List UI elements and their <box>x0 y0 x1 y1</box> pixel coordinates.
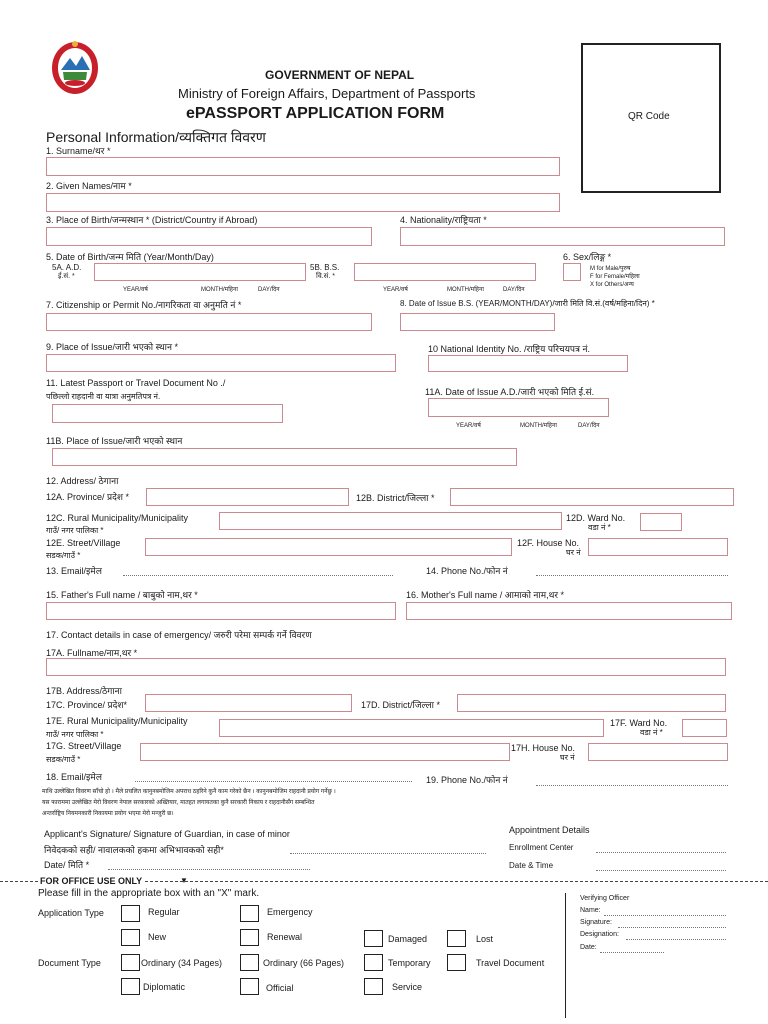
email-line[interactable] <box>123 575 393 576</box>
emergency-ward-field[interactable] <box>682 719 727 737</box>
mother-name-field[interactable] <box>406 602 732 620</box>
verifying-officer-label: Verifying Officer <box>580 895 630 902</box>
phone-label: 14. Phone No./फोन नं <box>426 566 508 576</box>
regular-label: Regular <box>148 907 180 917</box>
lost-checkbox[interactable] <box>447 930 466 947</box>
enrollment-center-line[interactable] <box>596 852 726 853</box>
signature-line[interactable] <box>290 853 486 854</box>
travel-document-label: Travel Document <box>476 958 545 968</box>
declaration-line-2: यस फाराममा उल्लेखित मेरो विवरण नेपाल सरकारको अख्तियार, मातहत लगायतका कुनै सरकारी निकाय र राहदानीसँग सम्बन्धित <box>42 800 315 806</box>
emergency-email-label: 18. Email/इमेल <box>46 772 102 782</box>
emergency-district-field[interactable] <box>457 694 726 712</box>
ward-np-label: वडा नं * <box>588 523 611 532</box>
travel-document-checkbox[interactable] <box>447 954 466 971</box>
emergency-fullname-label: 17A. Fullname/नाम,थर * <box>46 648 138 658</box>
latest-passport-field[interactable] <box>52 404 283 423</box>
dob-bs-np-label: वि.सं. * <box>316 273 335 280</box>
place-of-issue-field[interactable] <box>46 354 396 372</box>
dob-ad-year-hint: YEAR/वर्ष <box>123 287 148 293</box>
emergency-contact-label: 17. Contact details in case of emergency/ जरुरी परेमा सम्पर्क गर्ने विवरण <box>46 630 312 640</box>
street-field[interactable] <box>145 538 512 556</box>
officer-signature-label: Signature: <box>580 919 612 926</box>
emergency-municipality-field[interactable] <box>219 719 604 737</box>
emergency-street-np-label: सडक/गाउँ * <box>46 755 81 764</box>
officer-signature-line[interactable] <box>618 927 726 928</box>
emergency-province-field[interactable] <box>145 694 352 712</box>
ward-field[interactable] <box>640 513 682 531</box>
dob-bs-month-hint: MONTH/महिना <box>447 287 484 293</box>
emergency-municipality-np-label: गाउँ/ नगर पालिका * <box>46 730 104 739</box>
diplomatic-label: Diplomatic <box>143 982 186 992</box>
emergency-label: Emergency <box>267 907 313 917</box>
service-label: Service <box>392 982 423 992</box>
dob-bs-label: 5B. B.S. <box>310 263 340 272</box>
passport-place-label: 11B. Place of Issue/जारी भएको स्थान <box>46 436 183 446</box>
sex-female-hint: F for Female/महिला <box>590 274 640 280</box>
citizenship-field[interactable] <box>46 313 372 331</box>
emergency-fullname-field[interactable] <box>46 658 726 676</box>
official-checkbox[interactable] <box>240 978 259 995</box>
place-of-birth-field[interactable] <box>46 227 372 246</box>
nepal-emblem-logo <box>48 38 102 98</box>
officer-name-label: Name: <box>580 907 601 914</box>
emergency-province-label: 17C. Province/ प्रदेश* <box>46 700 128 710</box>
signature-np-label: निवेदकको सही/ नावालकको हकमा अभिभावकको सही* <box>44 845 224 855</box>
application-type-label: Application Type <box>38 908 104 918</box>
father-name-label: 15. Father's Full name / बाबुको नाम,थर * <box>46 590 198 600</box>
national-id-field[interactable] <box>428 355 628 372</box>
surname-field[interactable] <box>46 157 560 176</box>
dob-ad-month-hint: MONTH/महिना <box>201 287 238 293</box>
national-id-label: 10 National Identity No. /राष्ट्रिय परिचयपत्र नं. <box>428 344 591 354</box>
appointment-details-label: Appointment Details <box>509 825 590 835</box>
house-label: 12F. House No. <box>517 538 580 548</box>
date-time-label: Date & Time <box>509 861 554 870</box>
emergency-house-np-label: घर नं <box>560 753 575 762</box>
date-line[interactable] <box>108 869 310 870</box>
issue-day-hint: DAY/दिन <box>578 423 600 429</box>
ordinary-66-label: Ordinary (66 Pages) <box>263 958 345 968</box>
new-checkbox[interactable] <box>121 929 140 946</box>
ordinary-34-label: Ordinary (34 Pages) <box>141 958 223 968</box>
emergency-email-line[interactable] <box>135 781 412 782</box>
enrollment-center-label: Enrollment Center <box>509 843 574 852</box>
province-label: 12A. Province/ प्रदेश * <box>46 492 130 502</box>
province-field[interactable] <box>146 488 349 506</box>
sex-male-hint: M for Male/पुरुष <box>590 266 631 272</box>
municipality-label: 12C. Rural Municipality/Municipality <box>46 513 189 523</box>
passport-issue-date-label: 11A. Date of Issue A.D./जारी भएको मिति ई.सं. <box>425 387 595 397</box>
officer-name-line[interactable] <box>604 915 726 916</box>
qr-code-label: QR Code <box>628 111 670 122</box>
street-label: 12E. Street/Village <box>46 538 121 548</box>
nationality-label: 4. Nationality/राष्ट्रियता * <box>400 215 487 225</box>
house-field[interactable] <box>588 538 728 556</box>
emergency-municipality-label: 17E. Rural Municipality/Municipality <box>46 716 188 726</box>
renewal-label: Renewal <box>267 932 303 942</box>
dob-ad-np-label: ई.सं. * <box>58 273 75 280</box>
emergency-checkbox[interactable] <box>240 905 259 922</box>
officer-designation-label: Designation: <box>580 931 619 938</box>
emergency-ward-np-label: वडा नं * <box>640 728 663 737</box>
date-label: Date/ मिति * <box>44 860 90 870</box>
ward-label: 12D. Ward No. <box>566 513 626 523</box>
father-name-field[interactable] <box>46 602 396 620</box>
sex-label: 6. Sex/लिङ्ग * <box>563 252 612 262</box>
phone-line[interactable] <box>536 575 728 576</box>
dob-ad-field[interactable] <box>94 263 306 281</box>
emergency-phone-label: 19. Phone No./फोन नं <box>426 775 508 785</box>
new-label: New <box>148 932 167 942</box>
citizenship-label: 7. Citizenship or Permit No./नागरिकता वा अनुमति नं * <box>46 300 242 310</box>
municipality-field[interactable] <box>219 512 562 530</box>
emergency-house-field[interactable] <box>588 743 728 761</box>
renewal-checkbox[interactable] <box>240 929 259 946</box>
emergency-phone-line[interactable] <box>536 785 728 786</box>
verifying-divider <box>565 893 566 1018</box>
given-names-label: 2. Given Names/नाम * <box>46 181 132 191</box>
office-instruction: Please fill in the appropriate box with an "X" mark. <box>38 888 260 899</box>
latest-passport-np-label: पछिल्लो राहदानी वा यात्रा अनुमतिपत्र नं. <box>46 392 161 401</box>
issue-month-hint: MONTH/महिना <box>520 423 557 429</box>
place-of-birth-label: 3. Place of Birth/जन्मस्थान * (District/Country if Abroad) <box>46 215 258 225</box>
emergency-ward-label: 17F. Ward No. <box>610 718 668 728</box>
document-type-label: Document Type <box>38 958 101 968</box>
passport-place-field[interactable] <box>52 448 517 466</box>
office-use-title: FOR OFFICE USE ONLY <box>40 876 143 886</box>
signature-label: Applicant's Signature/ Signature of Guardian, in case of minor <box>44 829 290 839</box>
dob-ad-label: 5A. A.D. <box>52 263 82 272</box>
temporary-label: Temporary <box>388 958 431 968</box>
emergency-street-field[interactable] <box>140 743 510 761</box>
emergency-house-label: 17H. House No. <box>511 743 576 753</box>
ministry-title: Ministry of Foreign Affairs, Department of Passports <box>178 86 476 101</box>
dob-bs-day-hint: DAY/दिन <box>503 287 525 293</box>
emergency-address-label: 17B. Address/ठेगाना <box>46 686 122 696</box>
passport-issue-date-field[interactable] <box>428 398 609 417</box>
form-title: ePASSPORT APPLICATION FORM <box>186 105 445 122</box>
declaration-line-3: अन्तर्राष्ट्रिय नियमनकारी निकायमा प्रयोग भएमा मेरो मन्जुरी छ। <box>42 811 174 817</box>
officer-date-line[interactable] <box>600 952 664 953</box>
emergency-street-label: 17G. Street/Village <box>46 741 122 751</box>
government-title: GOVERNMENT OF NEPAL <box>265 68 415 82</box>
service-checkbox[interactable] <box>364 978 383 995</box>
sex-field[interactable] <box>563 263 581 281</box>
date-time-line[interactable] <box>596 870 726 871</box>
issue-year-hint: YEAR/वर्ष <box>456 423 481 429</box>
address-label: 12. Address/ ठेगाना <box>46 476 119 486</box>
district-label: 12B. District/जिल्ला * <box>356 493 435 503</box>
damaged-label: Damaged <box>388 934 428 944</box>
district-field[interactable] <box>450 488 734 506</box>
given-names-field[interactable] <box>46 193 560 212</box>
temporary-checkbox[interactable] <box>364 954 383 971</box>
ordinary-34-checkbox[interactable] <box>121 954 140 971</box>
officer-designation-line[interactable] <box>626 939 726 940</box>
qr-code-box <box>581 43 721 193</box>
email-label: 13. Email/इमेल <box>46 566 102 576</box>
caret-down-icon: ▼ <box>180 876 188 885</box>
municipality-np-label: गाउँ/ नगर पालिका * <box>46 526 104 535</box>
sex-other-hint: X for Others/अन्य <box>590 282 634 288</box>
date-of-issue-bs-label: 8. Date of Issue B.S. (YEAR/MONTH/DAY)/जारी मिति वि.सं.(वर्ष/महिना/दिन) * <box>400 299 655 308</box>
official-label: Official <box>266 983 294 993</box>
dob-ad-day-hint: DAY/दिन <box>258 287 280 293</box>
latest-passport-label: 11. Latest Passport or Travel Document No ./ <box>46 378 226 388</box>
section-title: Personal Information/व्यक्तिगत विवरण <box>46 129 266 145</box>
ordinary-66-checkbox[interactable] <box>240 954 259 971</box>
dob-label: 5. Date of Birth/जन्म मिति (Year/Month/Day) <box>46 252 214 262</box>
house-np-label: घर नं <box>566 548 581 557</box>
declaration-line-1: माथि उल्लेखित विवरण साँचो हो । मैले प्रचलित कानुनबमोजिम अपराध ठहरिने कुनै काम गरेको छैन । कानुनबमोजिम राहदानी प्रयोग गर्नेछु । <box>42 789 336 795</box>
surname-label: 1. Surname/थर * <box>46 146 111 156</box>
diplomatic-checkbox[interactable] <box>121 978 140 995</box>
damaged-checkbox[interactable] <box>364 930 383 947</box>
lost-label: Lost <box>476 934 494 944</box>
dob-bs-year-hint: YEAR/वर्ष <box>383 287 408 293</box>
mother-name-label: 16. Mother's Full name / आमाको नाम,थर * <box>406 590 565 600</box>
nationality-field[interactable] <box>400 227 725 246</box>
street-np-label: सडक/गाउँ * <box>46 551 81 560</box>
officer-date-label: Date: <box>580 944 597 951</box>
regular-checkbox[interactable] <box>121 905 140 922</box>
dob-bs-field[interactable] <box>354 263 536 281</box>
emergency-district-label: 17D. District/जिल्ला * <box>361 700 441 710</box>
place-of-issue-label: 9. Place of Issue/जारी भएको स्थान * <box>46 342 179 352</box>
date-of-issue-bs-field[interactable] <box>400 313 555 331</box>
